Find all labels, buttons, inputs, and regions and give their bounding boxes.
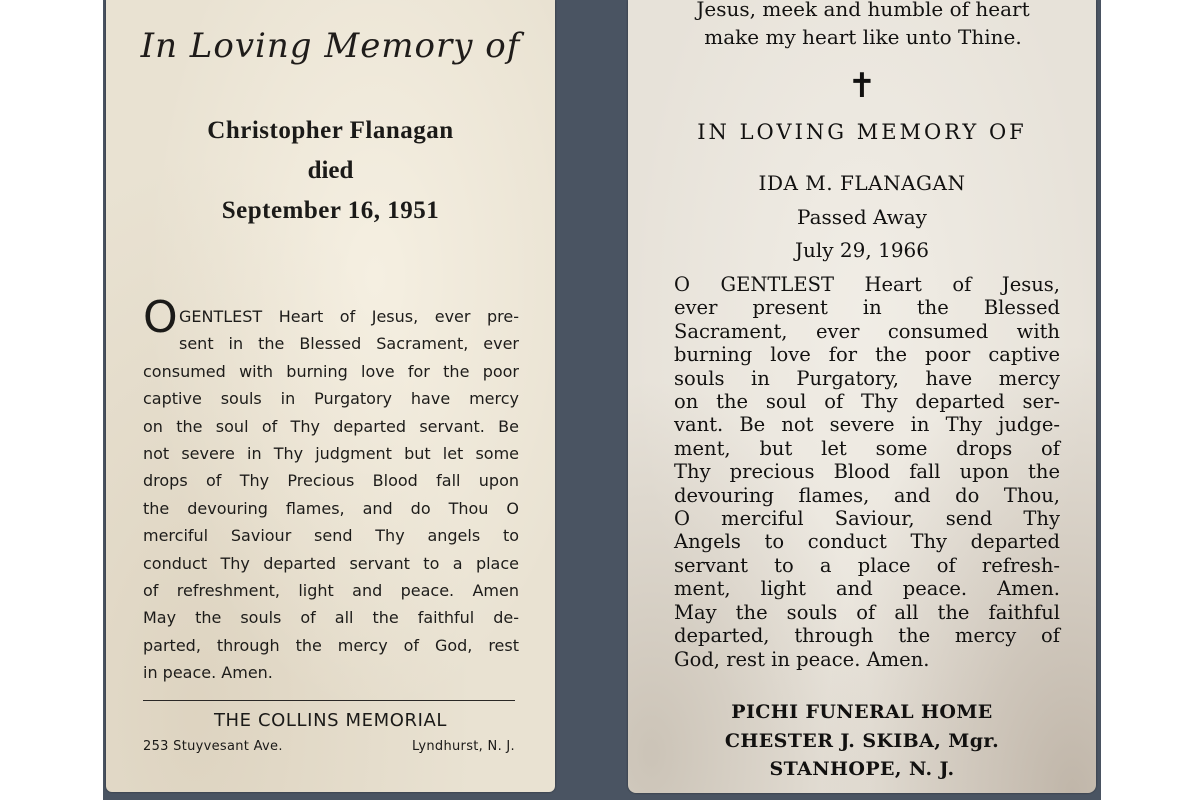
prayer-line: sent in the Blessed Sacrament, ever [179, 334, 519, 354]
prayer-line: on the soul of Thy departed ser- [674, 390, 1060, 414]
funeral-home-address: 253 Stuyvesant Ave. [143, 739, 283, 754]
prayer-line: on the soul of Thy departed servant. Be [143, 416, 519, 436]
deceased-name: Christopher Flanagan [207, 117, 454, 144]
prayer-line: of refreshment, light and peace. Amen [143, 581, 519, 601]
prayer-line: vant. Be not severe in Thy judge- [674, 413, 1060, 437]
funeral-home-manager: CHESTER J. SKIBA, Mgr. [724, 730, 1000, 752]
prayer-line: May the souls of all the faithful de- [143, 608, 519, 628]
prayer-line: in peace. Amen. [143, 663, 273, 683]
prayer-line: not severe in Thy judgment but let some [143, 444, 519, 464]
funeral-home-name: PICHI FUNERAL HOME [731, 701, 993, 723]
top-verse-line: Jesus, meek and humble of heart [696, 0, 1030, 21]
funeral-home-town: STANHOPE, N. J. [769, 758, 955, 780]
prayer-line: God, rest in peace. Amen. [674, 647, 930, 671]
prayer-line: devouring flames, and do Thou, [674, 483, 1060, 507]
died-label: died [307, 157, 354, 184]
prayer-line: burning love for the poor captive [674, 343, 1060, 367]
prayer-line: ever present in the Blessed [674, 296, 1060, 320]
prayer-line: servant to a place of refresh- [674, 553, 1060, 577]
cross-icon: ✝ [847, 66, 877, 106]
prayer-line: merciful Saviour send Thy angels to [143, 526, 519, 546]
prayer-text [674, 273, 1060, 671]
prayer-line: conduct Thy departed servant to a place [143, 553, 519, 573]
top-verse [668, 0, 1058, 51]
prayer-line: O GENTLEST Heart of Jesus, [674, 273, 1060, 296]
prayer-line: ment, but let some drops of [674, 436, 1060, 460]
death-date: September 16, 1951 [221, 197, 440, 224]
memorial-card-ida [628, 0, 1096, 793]
prayer-line: Angels to conduct Thy departed [674, 530, 1060, 554]
passed-away-label: Passed Away [797, 205, 927, 229]
script-heading: In Loving Memory of [140, 26, 521, 66]
prayer-line: ment, light and peace. Amen. [674, 577, 1060, 601]
prayer-line: parted, through the mercy of God, rest [143, 635, 519, 655]
prayer-line: GENTLEST Heart of Jesus, ever pre- [179, 307, 519, 326]
memorial-card-christopher [106, 0, 555, 792]
memory-heading: IN LOVING MEMORY OF [697, 120, 1027, 144]
funeral-home-name: THE COLLINS MEMORIAL [213, 710, 448, 731]
funeral-home-town: Lyndhurst, N. J. [412, 739, 515, 754]
prayer-dropcap: O [143, 292, 178, 343]
prayer-line: souls in Purgatory, have mercy [674, 366, 1060, 390]
prayer-text [143, 303, 519, 687]
prayer-line: departed, through the mercy of [674, 624, 1060, 648]
prayer-line: May the souls of all the faithful [674, 600, 1060, 624]
prayer-line: drops of Thy Precious Blood fall upon [143, 471, 519, 491]
deceased-name: IDA M. FLANAGAN [758, 171, 966, 195]
divider [143, 700, 515, 701]
prayer-line: Sacrament, ever consumed with [674, 319, 1060, 343]
prayer-line: Thy precious Blood fall upon the [674, 460, 1060, 484]
top-verse-line: make my heart like unto Thine. [704, 25, 1022, 49]
prayer-line: consumed with burning love for the poor [143, 361, 519, 381]
prayer-line: the devouring flames, and do Thou O [143, 498, 519, 518]
prayer-line: O merciful Saviour, send Thy [674, 507, 1060, 531]
death-date: July 29, 1966 [794, 238, 929, 262]
prayer-line: captive souls in Purgatory have mercy [143, 389, 519, 409]
